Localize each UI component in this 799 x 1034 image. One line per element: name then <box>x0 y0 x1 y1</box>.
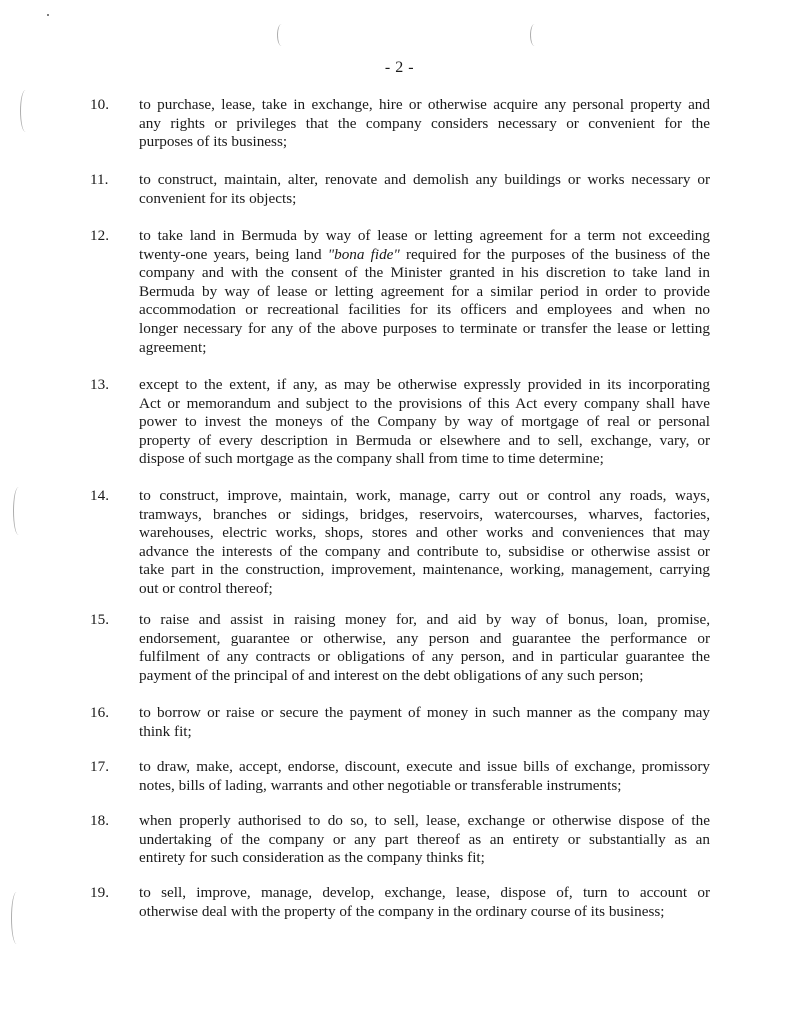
clause-line: to draw, make, accept, endorse, discount, execute and issue bills of exchange, promissory <box>139 758 710 775</box>
clause-number: 13. <box>90 376 109 393</box>
clause-line: any rights or privileges that the company considers necessary or convenient for the <box>139 114 710 132</box>
clause-line: convenient for its objects; <box>139 189 297 207</box>
clause-line: purposes of its business; <box>139 133 288 151</box>
clause-number: 17. <box>90 758 109 775</box>
clause-text <box>139 884 710 921</box>
clause-line: except to the extent, if any, as may be otherwise expressly provided in its incorporating <box>139 376 710 393</box>
hole-punch-mark <box>20 90 31 132</box>
clause-line: to construct, maintain, alter, renovate and demolish any buildings or works necessary or <box>139 171 710 188</box>
clause-line: Bermuda by way of lease or letting agreement for a similar period in order to provide <box>139 282 710 300</box>
clause-line: to construct, improve, maintain, work, manage, carry out or control any roads, ways, <box>139 487 710 504</box>
clause-line: power to invest the moneys of the Company by way of mortgage of real or personal <box>139 413 710 431</box>
hole-punch-mark <box>11 892 22 944</box>
clause-line: out or control thereof; <box>139 579 273 597</box>
clause-line: dispose of such mortgage as the company shall from time to time determine; <box>139 450 604 468</box>
clause-line: advance the interests of the company and contribute to, subsidise or otherwise assist or <box>139 542 710 560</box>
clause-text <box>139 812 710 868</box>
clause-line: to take land in Bermuda by way of lease or letting agreement for a term not exceeding <box>139 227 710 244</box>
clause-number: 19. <box>90 884 109 901</box>
clause-item <box>90 812 710 868</box>
clause-line: warehouses, electric works, shops, stores and other works and conveniences that may <box>139 524 710 542</box>
clause-item <box>90 884 710 921</box>
clause-line: tramways, branches or sidings, bridges, reservoirs, watercourses, wharves, factories, <box>139 505 710 523</box>
clause-item <box>90 758 710 795</box>
clause-number: 10. <box>90 96 109 113</box>
clause-text <box>139 227 710 357</box>
clause-number: 14. <box>90 487 109 504</box>
clause-line: agreement; <box>139 338 207 356</box>
clause-line: accommodation or recreational facilities for its officers and employees and when no <box>139 301 710 319</box>
hole-punch-mark <box>13 487 24 535</box>
hole-punch-mark <box>530 24 539 46</box>
clause-line: company and with the consent of the Minister granted in his discretion to take land in <box>139 264 710 282</box>
scan-speck <box>47 14 49 16</box>
clause-number: 12. <box>90 227 109 244</box>
clause-item <box>90 171 710 208</box>
clause-number: 11. <box>90 171 109 188</box>
clause-line: when properly authorised to do so, to sell, lease, exchange or otherwise dispose of the <box>139 812 710 829</box>
clause-text <box>139 96 710 152</box>
clause-line: to purchase, lease, take in exchange, hire or otherwise acquire any personal property and <box>139 96 710 113</box>
clause-line: take part in the construction, improvement, maintenance, working, management, carrying <box>139 561 710 579</box>
clause-text <box>139 611 710 685</box>
clause-number: 15. <box>90 611 109 628</box>
clause-line: to borrow or raise or secure the payment of money in such manner as the company may <box>139 704 710 721</box>
clause-line: notes, bills of lading, warrants and other negotiable or transferable instruments; <box>139 776 622 794</box>
clause-line: to raise and assist in raising money for, and aid by way of bonus, loan, promise, <box>139 611 710 628</box>
clause-text <box>139 758 710 795</box>
clause-number: 16. <box>90 704 109 721</box>
clause-number: 18. <box>90 812 109 829</box>
clause-line: property of every description in Bermuda or elsewhere and to sell, exchange, vary, or <box>139 431 710 449</box>
clause-item <box>90 96 710 152</box>
clause-text <box>139 376 710 469</box>
clause-line: undertaking of the company or any part thereof as an entirety or substantially as an <box>139 830 710 848</box>
clause-text <box>139 704 710 741</box>
clause-text <box>139 487 710 599</box>
clause-item <box>90 227 710 357</box>
clause-line: to sell, improve, manage, develop, exchange, lease, dispose of, turn to account or <box>139 884 710 901</box>
clause-item <box>90 611 710 685</box>
clause-line: twenty-one years, being land "bona fide" required for the purposes of the business of the <box>139 245 711 263</box>
hole-punch-mark <box>277 24 286 46</box>
clause-line: Act or memorandum and subject to the provisions of this Act every company shall have <box>139 394 710 412</box>
clause-item <box>90 704 710 741</box>
clause-line: fulfilment of any contracts or obligations of any person, and in particular guarantee the <box>139 648 710 666</box>
clause-line: otherwise deal with the property of the company in the ordinary course of its business; <box>139 902 665 920</box>
italic-phrase: "bona fide" <box>327 245 400 263</box>
clause-line: think fit; <box>139 722 192 740</box>
clause-item <box>90 376 710 469</box>
clause-line: endorsement, guarantee or otherwise, any person and guarantee the performance or <box>139 629 710 647</box>
page-number: - 2 - <box>384 59 415 76</box>
clause-line: longer necessary for any of the above purposes to terminate or transfer the lease or letting <box>139 319 710 337</box>
clause-text <box>139 171 710 208</box>
clause-item <box>90 487 710 599</box>
clause-line: payment of the principal of and interest on the debt obligations of any such person; <box>139 666 644 684</box>
clause-line: entirety for such consideration as the company thinks fit; <box>139 849 485 867</box>
